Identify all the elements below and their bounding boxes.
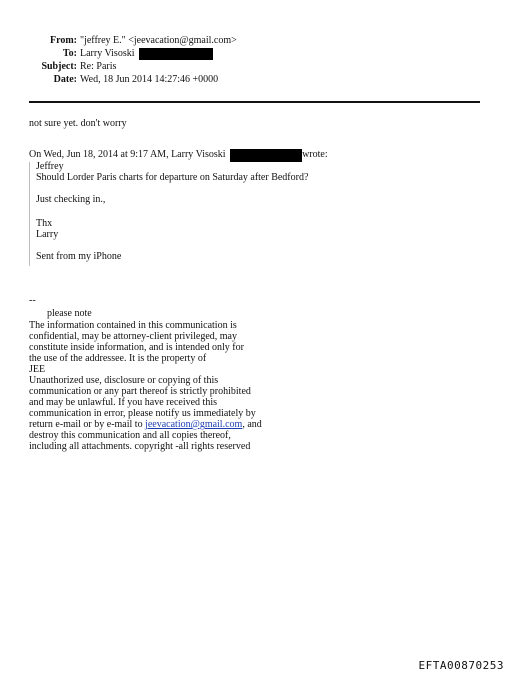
reply-body: not sure yet. don't worry <box>29 118 127 129</box>
header-to-row <box>0 48 512 61</box>
header-subject-row <box>0 61 512 74</box>
to-value-wrap <box>80 48 213 60</box>
header-date-row <box>0 74 512 87</box>
disclaimer-line: The information contained in this communication is <box>29 320 237 331</box>
quoted-line: Should Lorder Paris charts for departure on Saturday after Bedford? <box>36 172 309 183</box>
disclaimer-line: JEE <box>29 364 46 375</box>
quote-bar <box>29 162 30 266</box>
redaction-block <box>139 48 213 60</box>
disclaimer-line: communication or any part thereof is strictly prohibited <box>29 386 251 397</box>
disclaimer-line: constitute inside information, and is intended only for <box>29 342 244 353</box>
subject-label: Subject: <box>41 61 77 72</box>
header-from-row <box>0 35 512 48</box>
quoted-line: Just checking in., <box>36 194 106 205</box>
disclaimer-line: destroy this communication and all copies thereof, <box>29 430 231 441</box>
from-value: "jeffrey E." <jeevacation@gmail.com> <box>80 35 237 46</box>
to-label: To: <box>62 48 77 59</box>
disclaimer-line: including all attachments. copyright -all rights reserved <box>29 441 251 452</box>
redaction-block <box>230 149 302 162</box>
date-label: Date: <box>53 74 77 85</box>
disclaimer-line: communication in error, please notify us immediately by <box>29 408 256 419</box>
disclaimer-line: Unauthorized use, disclosure or copying of this <box>29 375 219 386</box>
quoted-line: Sent from my iPhone <box>36 251 122 262</box>
bates-number: EFTA00870253 <box>418 659 504 672</box>
disclaimer-line: confidential, may be attorney-client privileged, may <box>29 331 237 342</box>
subject-value: Re: Paris <box>80 61 117 72</box>
quote-intro <box>29 149 328 162</box>
to-value: Larry Visoski <box>80 48 135 59</box>
email-link[interactable]: jeevacation@gmail.com <box>145 419 243 430</box>
quote-intro-start: On Wed, Jun 18, 2014 at 9:17 AM, Larry Visoski <box>29 149 226 160</box>
quoted-line: Thx <box>36 218 53 229</box>
date-value: Wed, 18 Jun 2014 14:27:46 +0000 <box>80 74 219 85</box>
disclaimer-line: the use of the addressee. It is the property of <box>29 353 207 364</box>
quoted-line: Jeffrey <box>36 161 64 172</box>
quote-intro-end: wrote: <box>302 149 328 160</box>
signature-note-title: please note <box>47 308 92 319</box>
header-divider <box>29 101 480 103</box>
disclaimer-email-prefix: return e-mail or by e-mail to <box>29 419 146 430</box>
disclaimer-line: and may be unlawful. If you have received this <box>29 397 217 408</box>
from-label: From: <box>49 35 77 46</box>
quoted-line: Larry <box>36 229 59 240</box>
signature-dashes: -- <box>29 295 36 306</box>
disclaimer-email-suffix: , and <box>242 419 262 430</box>
